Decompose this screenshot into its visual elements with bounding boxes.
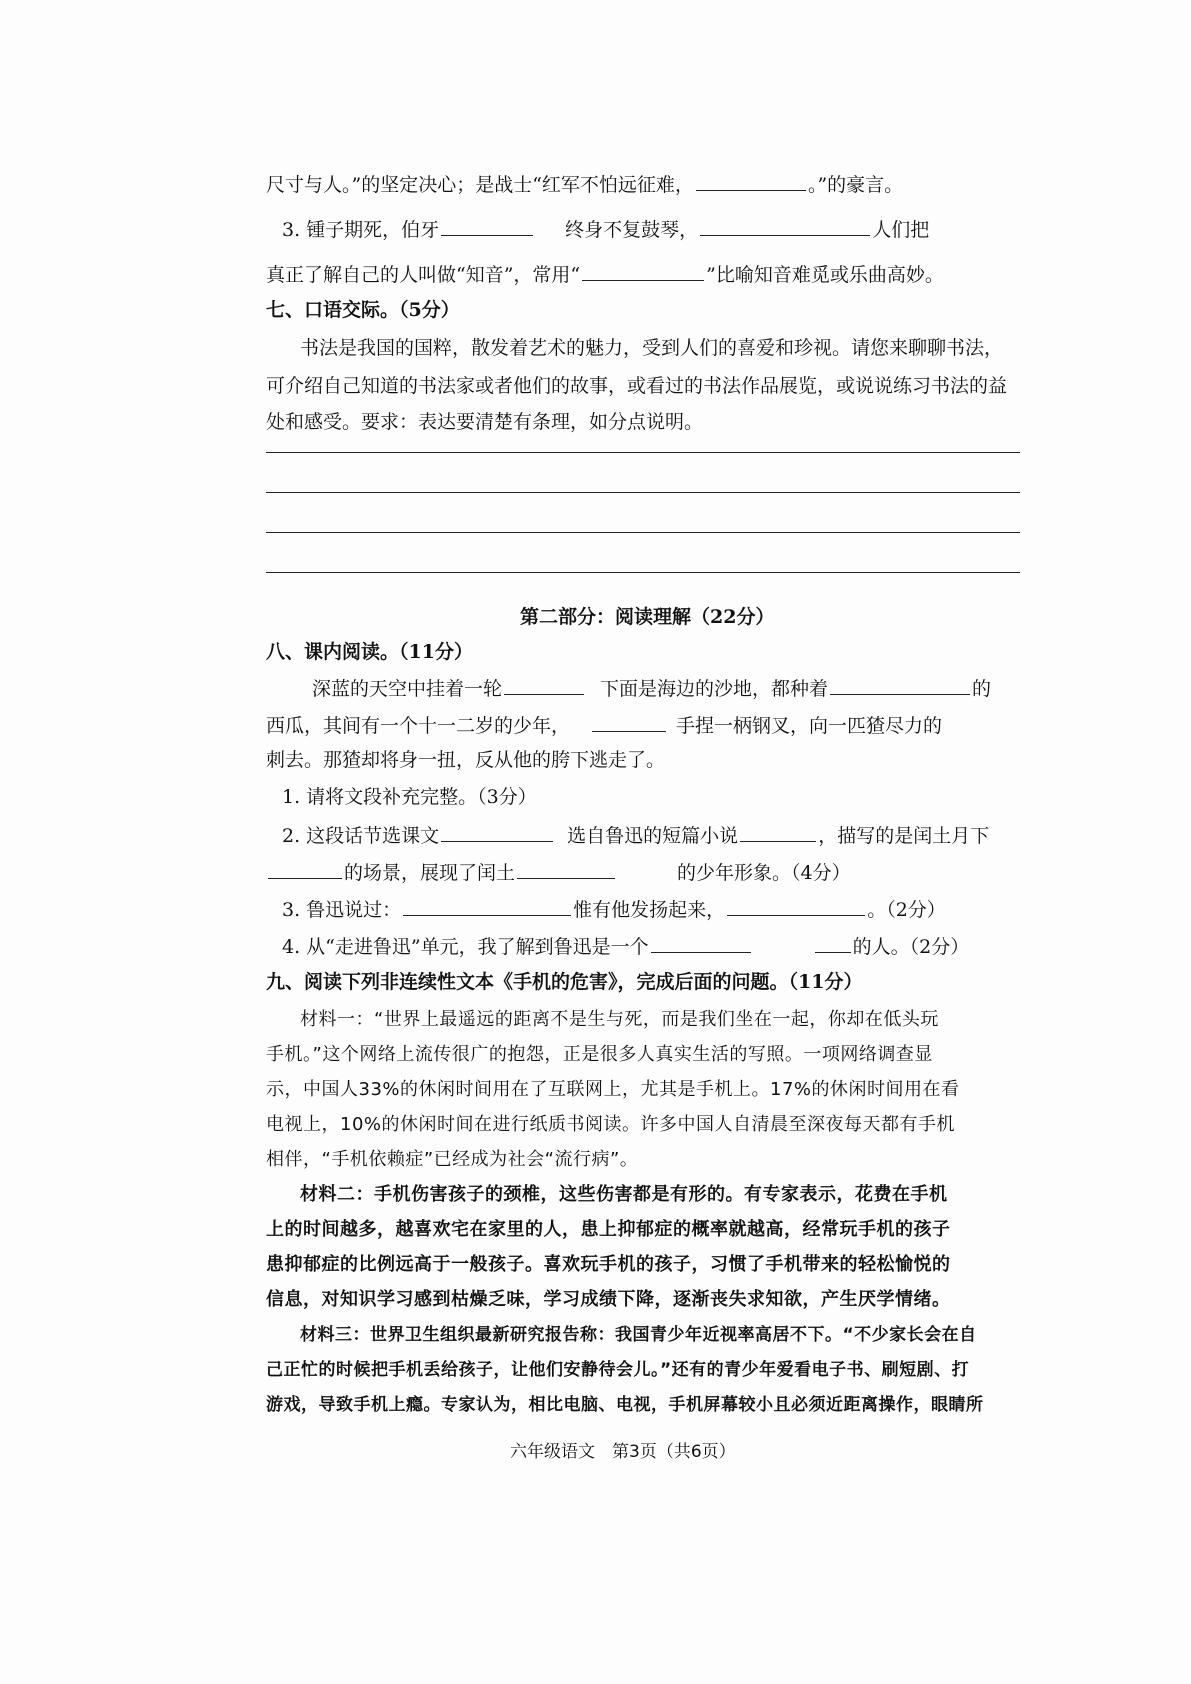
text: 西瓜，其间有一个十一二岁的少年，: [266, 715, 571, 737]
text: 3. 鲁迅说过：: [282, 899, 402, 921]
section9-heading: 九、阅读下列非连续性文本《手机的危害》，完成后面的问题。（11分）: [266, 971, 863, 993]
answer-blank[interactable]: [740, 823, 816, 842]
part2-heading: 第二部分：阅读理解（22分）: [520, 606, 775, 628]
text: 深蓝的天空中挂着一轮: [312, 678, 503, 700]
text: 的人。（2分）: [852, 936, 970, 958]
section7-paragraph-line3: 处和感受。要求：表达要清楚有条理，如分点说明。: [266, 411, 704, 433]
section6-item3: [282, 217, 929, 242]
text: 4. 从“走进鲁迅”单元，我了解到鲁迅是一个: [282, 936, 649, 958]
text: ，描写的是闰土月下: [818, 825, 990, 847]
text: 的: [972, 678, 992, 700]
answer-blank[interactable]: [517, 860, 615, 879]
text: 手捏一柄钢叉，向一匹猹尽力的: [676, 715, 943, 737]
material2-line4: 信息，对知识学习感到枯燥乏味，学习成绩下降，逐渐丧失求知欲，产生厌学情绪。: [266, 1289, 951, 1310]
answer-line-3[interactable]: [266, 532, 1020, 533]
section7-paragraph-line2: 可介绍自己知道的书法家或者他们的故事，或看过的书法作品展览，或说说练习书法的益: [266, 375, 1008, 397]
text: 2. 这段话节选课文: [282, 825, 440, 847]
answer-blank[interactable]: [441, 217, 533, 236]
text: 惟有他发扬起来，: [573, 899, 726, 921]
answer-blank[interactable]: [582, 262, 704, 281]
answer-line-1[interactable]: [266, 452, 1020, 453]
section7-paragraph-line1: 书法是我国的国粹，散发着艺术的魅力，受到人们的喜爱和珍视。请您来聊聊书法，: [300, 337, 1004, 359]
text: 真正了解自己的人叫做“知音”，常用“: [266, 264, 581, 286]
material1-line5: 相伴，“手机依赖症”已经成为社会“流行病”。: [266, 1149, 639, 1170]
answer-blank[interactable]: [403, 897, 571, 916]
text: ”比喻知音难觅或乐曲高妙。: [706, 264, 944, 286]
section8-passage-line2: [266, 713, 942, 738]
text: 下面是海边的沙地，都种着: [600, 678, 829, 700]
material2-line3: 患抑郁症的比例远高于一般孩子。喜欢玩手机的孩子，习惯了手机带来的轻松愉悦的: [266, 1254, 951, 1275]
section6-item3-line2: [266, 262, 944, 287]
answer-blank[interactable]: [727, 897, 865, 916]
material3-line1: 材料三：世界卫生组织最新研究报告称：我国青少年近视率高居不下。“不少家长会在自: [300, 1325, 977, 1345]
section8-question4: [282, 934, 969, 959]
material1-line2: 手机。”这个网络上流传很广的抱怨，正是很多人真实生活的写照。一项网络调查显: [266, 1044, 933, 1065]
section8-passage-line3: 刺去。那猹却将身一扭，反从他的胯下逃走了。: [266, 749, 666, 771]
section8-question2: [282, 823, 989, 848]
section8-question3: [282, 897, 946, 922]
material1-line4: 电视上，10%的休闲时间在进行纸质书阅读。许多中国人自清晨至深夜每天都有手机: [266, 1114, 956, 1135]
answer-blank[interactable]: [268, 860, 342, 879]
answer-blank[interactable]: [504, 676, 584, 695]
text: 尺寸与人。”的坚定决心；是战士“红军不怕远征难，: [266, 174, 694, 196]
material3-line2: 己正忙的时候把手机丢给孩子，让他们安静待会儿。”还有的青少年爱看电子书、刷短剧、打: [266, 1360, 970, 1380]
page-footer: 六年级语文 第3页（共6页）: [510, 1442, 736, 1462]
answer-blank[interactable]: [700, 217, 870, 236]
material3-line3: 游戏，导致手机上瘾。专家认为，相比电脑、电视，手机屏幕较小且必须近距离操作，眼睛所: [266, 1395, 984, 1415]
answer-line-4[interactable]: [266, 572, 1020, 573]
answer-blank[interactable]: [815, 934, 851, 953]
material2-line2: 上的时间越多，越喜欢宅在家里的人，患上抑郁症的概率就越高，经常玩手机的孩子: [266, 1219, 951, 1240]
answer-blank[interactable]: [651, 934, 751, 953]
text: 的场景，展现了闰土: [344, 862, 516, 884]
section8-heading: 八、课内阅读。（11分）: [266, 641, 473, 663]
answer-blank[interactable]: [592, 713, 666, 732]
answer-blank[interactable]: [696, 172, 806, 191]
text: 的少年形象。（4分）: [677, 862, 851, 884]
text: 3. 锺子期死，伯牙: [282, 219, 440, 241]
section7-heading: 七、口语交际。（5分）: [266, 299, 460, 321]
section6-line-a: [266, 172, 903, 197]
text: 人们把: [872, 219, 930, 241]
material2-line1: 材料二：手机伤害孩子的颈椎，这些伤害都是有形的。有专家表示，花费在手机: [300, 1184, 948, 1205]
text: 。（2分）: [867, 899, 946, 921]
text: 。”的豪言。: [807, 174, 904, 196]
text: 终身不复鼓琴，: [565, 219, 699, 241]
section8-question2-line2: [266, 860, 851, 885]
answer-line-2[interactable]: [266, 492, 1020, 493]
material1-line1: 材料一：“世界上最遥远的距离不是生与死，而是我们坐在一起，你却在低头玩: [300, 1009, 939, 1030]
text: 选自鲁迅的短篇小说: [567, 825, 739, 847]
answer-blank[interactable]: [441, 823, 553, 842]
answer-blank[interactable]: [830, 676, 970, 695]
section8-passage-line1: [312, 676, 991, 701]
section8-question1: 1. 请将文段补充完整。（3分）: [282, 786, 537, 808]
material1-line3: 示，中国人33%的休闲时间用在了互联网上，尤其是手机上。17%的休闲时间用在看: [266, 1079, 960, 1100]
